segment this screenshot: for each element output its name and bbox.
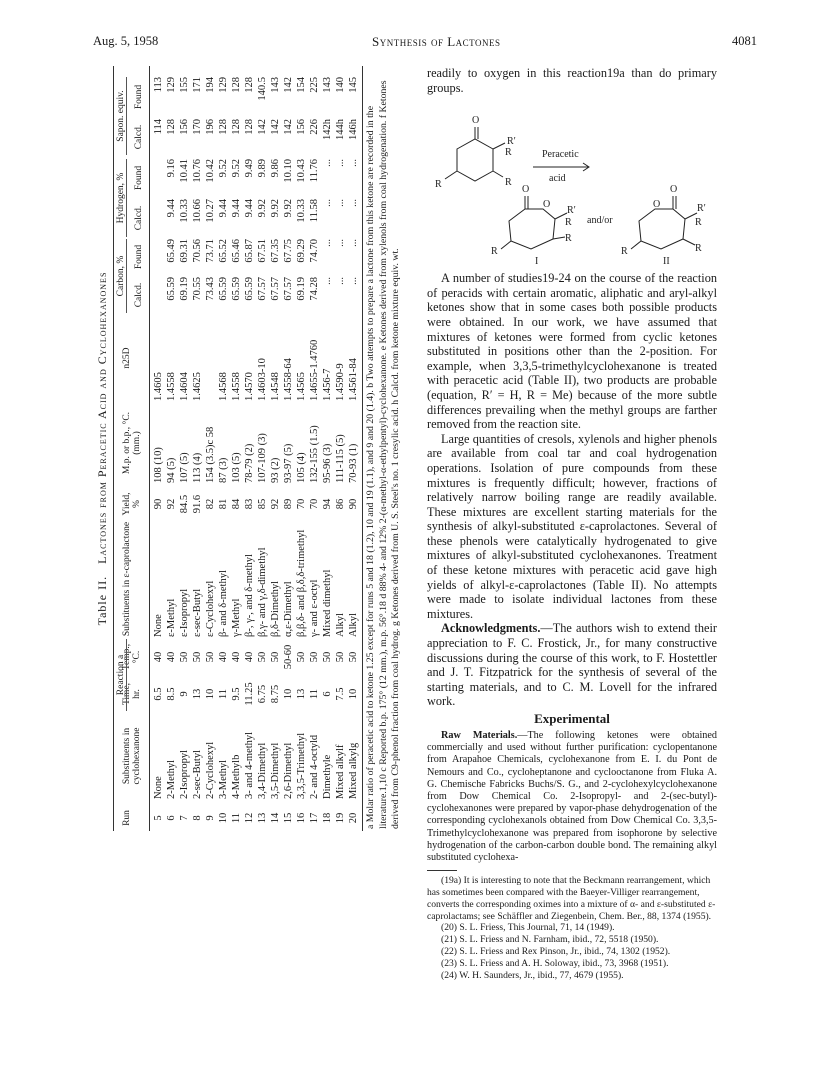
lactone1-r1: R [565,217,572,229]
table-cell: ... [348,159,359,167]
header-carbon-group: Carbon, % [116,239,127,313]
table-cell: 144h [335,119,346,140]
table-cell: 156 [179,119,190,135]
table-cell: 65.52 [218,239,229,263]
table-cell: 1.4570 [244,372,255,401]
reference-item: (24) W. H. Saunders, Jr., ibid., 77, 4679 (1955). [441,969,624,981]
table-cell: 73.71 [205,239,216,263]
table-cell: 7.5 [335,687,346,701]
table-cell: Mixed dimethyl [322,569,333,637]
table-cell: 50 [270,651,281,663]
table-cell: ε-Methyl [166,598,177,637]
table-cell: 114 [153,119,164,135]
table-cell: 140 [335,77,346,93]
table-cell: 90 [153,498,164,510]
table-cell: 92 [270,498,281,510]
table-cell: 40 [231,651,242,663]
table-cell: 1.4590-9 [335,363,346,401]
table-cell: 9.52 [231,159,242,178]
table-cell: 103 (5) [231,452,242,483]
header-yield-5: Yield, % [122,492,142,516]
header-time-2: Time, hr. [122,682,142,706]
table-cell: 9.44 [166,199,177,218]
table-cell: 50 [205,651,216,663]
table-cell: 1.4604 [179,372,190,401]
table-cell: 1.4561-84 [348,358,359,401]
table-top-rule [113,66,114,831]
table-cell: 10.33 [296,199,307,223]
table-cell: 2-Methyl [166,759,177,799]
raw-text: —The following ketones were obtained commercially and used without further purification: cyclopentanone from Arapahoe Chemicals, cyclohexanone from E. I. du Pont de Nemours and Co., cycloheptanone and cyclooctanone from Fluka A. G. Chemische Fabricks Buchs/S. G., and 2-cyclohexylcyclohexanone from Dow Chemical Co. 2-Isopropyl- and 2-(sec-butyl)-cyclohexanones were prepared by vapor-phase dehydrogenation of the corresponding cyclohexanols obtained from Dow Chemical Co. 3,3,5-Trimethylcyclohexanone was prepared from isophorone by selective hydrogenation of the carbon-carbon double bond. The remaining alkyl substituted cyclohexa- [427,730,717,864]
table-cell: β- and δ-methyl [218,570,229,637]
table-cell: 10.76 [192,159,203,183]
table-cell: 11.25 [244,682,255,706]
table-cell: β,γ- and γ,δ-dimethyl [257,547,268,637]
header-run-0: Run [122,810,132,826]
ack-text: —The authors wish to extend their appreciation to F. C. Frostick, Jr., for many constructive discussions during the course of this work, to F. Hostettler and J. T. Fitzpatrick for the synthesis of several of the starting materials, and to C. M. Lovell for the infrared work. [427,621,717,709]
paragraph-studies: A number of studies19-24 on the course of the reaction of peracids with certain aromatic, aliphatic and aryl-alkyl ketones show that in some cases both possible products were obtained. In our work, we have assumed that mixtures of ketones were formed from cyclic ketones substituted in positions other than the 2-position. For example, when 3,3,5-trimethylcyclohexanone is treated with peracetic acid (Table II), two products are probable (equation, R′ = H, R = Me) because of the more subtle differences prevailing when the methyl groups are farther removed from the reaction site. [427,271,717,432]
table-cell: ... [322,199,333,207]
table-cell: Mixed alkylg [348,742,359,799]
table-cell: 40 [218,651,229,663]
table-cell: None [153,614,164,637]
table-cell: 67.35 [270,239,281,263]
table-cell: 9.44 [218,199,229,218]
table-cell: 128 [166,119,177,135]
lactone2-r3: R [621,246,628,258]
reaction-scheme [427,99,717,267]
table-cell: 85 [257,498,268,510]
table-cell: 84 [231,498,242,510]
lactone1-r2: R [565,233,572,245]
table-cell: 2-sec-Butyl [192,750,203,799]
lactone-table [91,66,416,831]
ketone-oxygen: O [472,115,480,127]
table-cell: ε-sec-Butyl [192,588,203,637]
table-cell: 92 [166,498,177,510]
table-cell: 10.66 [192,199,203,223]
table-cell: 143 [270,77,281,93]
table-cell: 154 (3.5)c 58 [205,426,216,483]
table-cell: 9.52 [218,159,229,178]
table-cell: 50 [192,651,203,663]
table-cell: 9.92 [283,199,294,218]
table-cell: 65.59 [231,277,242,301]
paragraph-acknowledgments [427,621,717,709]
table-cell: 1.4558 [166,372,177,401]
table-cell: 40 [153,651,164,663]
table-cell: 1.4558 [231,372,242,401]
table-cell: 128 [244,119,255,135]
table-cell: 5 [153,815,164,821]
footnote-19a: (19a) It is interesting to note that the Beckmann rearrangement, which has sometimes been compared with the Baeyer-Villiger rearrangement, converts the corresponding oximes into a mixture of α- and ε-substituted ε-caprolactams; see Schäffler and Ziegenbein, Chem. Ber., 88, 1374 (1955). [427,875,716,922]
table-cell: 9.16 [166,159,177,178]
table-cell: 50 [296,651,307,663]
table-cell: 17 [309,812,320,824]
table-cell: 65.59 [218,277,229,301]
table-cell: 3- and 4-methyl [244,731,255,799]
raw-heading: Raw Materials. [441,730,518,741]
table-cell: 82 [205,498,216,510]
table-cell: 140.5 [257,77,268,101]
table-region [91,66,416,831]
table-cell: 9.86 [270,159,281,178]
table-cell: 9.92 [257,199,268,218]
reference-item: (21) S. L. Friess and N. Farnham, ibid., 72, 5518 (1950). [441,934,659,946]
table-cell: ... [322,159,333,167]
table-cell: 83 [244,498,255,510]
table-cell: 13 [296,688,307,700]
table-cell: 4-Methylb [231,754,242,799]
table-cell: 11 [231,812,242,824]
table-cell: 128 [231,119,242,135]
table-cell: 142 [283,77,294,93]
table-cell: 10 [283,688,294,700]
table-cell: 70-93 (1) [348,443,359,483]
page-date: Aug. 5, 1958 [93,34,159,48]
and-or-text: and/or [587,215,613,227]
table-cell: 154 [296,77,307,93]
table-header-rule [149,66,150,831]
table-cell: 9 [179,691,190,697]
footnote-rule [427,870,457,871]
ack-heading: Acknowledgments. [441,621,541,636]
table-cell: β,δ-Dimethyl [270,580,281,637]
table-cell: 67.57 [270,277,281,301]
table-cell: 1.4568 [218,372,229,401]
table-cell: 78-79 (2) [244,443,255,483]
table-cell: 1.4565 [296,372,307,401]
header-found-11: Found [134,165,144,191]
table-cell: ... [348,277,359,285]
table-cell: 11.76 [309,159,320,183]
lactone2-carbonyl-o: O [670,184,678,196]
table-cell: 9 [205,815,216,821]
header-calcd-12: Calcd. [134,124,144,150]
table-cell: 142h [322,119,333,140]
table-cell: 91.6 [192,494,203,514]
table-cell: 226 [309,119,320,135]
table-cell: 8 [192,815,203,821]
table-cell: Mixed alkylf [335,744,346,799]
table-cell: 107 (5) [179,452,190,483]
table-cell: 9.44 [231,199,242,218]
table-cell: 1.4605 [153,372,164,401]
table-cell: 108 (10) [153,447,164,483]
lactone2-r2: R [695,243,702,255]
table-cell: 1.4558-64 [283,358,294,401]
table-cell: 50 [335,651,346,663]
table-cell: 65.59 [244,277,255,301]
table-cell: 2-Isopropyl [179,750,190,799]
table-cell: Alkyl [335,613,346,637]
table-cell: 128 [244,77,255,93]
reagent-bottom: acid [549,173,566,185]
lactone1-r3: R [491,246,498,258]
table-cell: 50-60 [283,644,294,670]
header-calcd-10: Calcd. [134,205,144,231]
table-cell: 10 [218,812,229,824]
table-cell: 67.57 [283,277,294,301]
header-hydrogen-group: Hydrogen, % [116,159,127,237]
table-cell: 3-Methyl [218,759,229,799]
paragraph-phenols: Large quantities of cresols, xylenols and higher phenols are available from coal tar and coal hydrogenation operations. Isolation of pure compounds from these mixtures is frequently difficult; however, fractions of relatively narrow boiling range are readily available. These mixtures are excellent starting materials for the synthesis of alkyl-substituted ε-caprolactones. Several of these phenols were catalytically hydrogenated to give mixtures of alkyl-substituted cyclohexanones. Treatment of these ketone mixtures with peracetic acid gave high yields of alkyl-ε-caprolactones (Table II). No attempts were made to isolate individual lactones from these mixtures. [427,431,717,621]
table-cell: 2-Cyclohexyl [205,741,216,799]
table-cell: 142 [270,119,281,135]
lactone1-ring-o: O [543,199,551,211]
table-cell: 87 (3) [218,457,229,483]
table-cell: 50 [257,651,268,663]
table-cell: 105 (4) [296,452,307,483]
table-cell: 9.44 [244,199,255,218]
table-cell: 13 [257,812,268,824]
table-cell: 113 (4) [192,452,203,483]
table-cell: 69.19 [179,277,190,301]
table-cell: 8.75 [270,684,281,704]
table-cell: 196 [205,119,216,135]
table-cell: 171 [192,77,203,93]
table-caption: Lactones from Peracetic Acid and Cyclohexanones [95,271,109,564]
table-cell: 50 [179,651,190,663]
table-cell: 69.29 [296,239,307,263]
table-cell: 65.46 [231,239,242,263]
table-cell: 18 [322,812,333,824]
table-cell: 94 [322,498,333,510]
right-column [427,66,717,981]
table-cell: 8.5 [166,687,177,701]
ketone-r3: R [435,179,442,191]
ketone-r2: R [505,177,512,189]
table-cell: 155 [179,77,190,93]
table-cell: 84.5 [179,494,190,514]
table-cell: 6.75 [257,684,268,704]
table-cell: ... [335,159,346,167]
table-cell: 3,4-Dimethyl [257,742,268,799]
table-cell: 194 [205,77,216,93]
table-cell: ... [348,199,359,207]
header-found-9: Found [134,244,144,270]
reagent-top: Peracetic [542,149,579,161]
table-cell: 86 [335,498,346,510]
table-cell: 1.4603-10 [257,358,268,401]
header-mp-6: M.p. or b.p., °C. (mm.) [122,411,142,475]
table-cell: 50 [322,651,333,663]
table-cell: 10 [205,688,216,700]
table-cell: 19 [335,812,346,824]
header-reaction-group: Reaction a [116,639,127,711]
table-cell: 40 [166,651,177,663]
table-cell: 67.75 [283,239,294,263]
table-cell: None [153,776,164,799]
table-cell: 225 [309,77,320,93]
table-cell: 145 [348,77,359,93]
label-II: II [663,256,670,268]
table-cell: 2- and 4-octyld [309,734,320,799]
table-cell: 170 [192,119,203,135]
table-cell: 6.5 [153,687,164,701]
table-cell: 12 [244,812,255,824]
table-cell: 9.5 [231,687,242,701]
table-cell: 20 [348,812,359,824]
table-cell: γ- and ε-octyl [309,579,320,637]
table-cell: 142 [257,119,268,135]
table-cell: 70 [309,498,320,510]
table-cell: 3,5-Dimethyl [270,742,281,799]
table-cell: 65.49 [166,239,177,263]
table-cell: 94 (5) [166,457,177,483]
table-cell: 107-109 (3) [257,433,268,483]
table-cell: ε-Cyclohexyl [205,580,216,637]
table-footnote: a Molar ratio of peracetic acid to ketone 1.25 except for runs 5 and 18 (1.2), 10 and 19 (1.1), and 9 and 20 (1.4). b Two attempts to prepare a lactone from this ketone are recorded in the literature.1,10 c Reported b.p. 175° (12 mm.), m.p. 56°.18 d 88% 4- and 12% 2-(α-methyl-α-ethylpentyl)-cyclohexanone. e Ketones derived from xylenols from coal hydrogenation. f Ketones derived from C9-phenol fraction from coal hydrog. g Ketones derived from U. S. Steel's no. 1 cresylic acid. h Calcd. from ketone mixture equiv. wt. [365,80,401,829]
label-I: I [535,256,539,268]
table-cell: 9.92 [270,199,281,218]
table-cell: ... [322,277,333,285]
table-cell: 10.10 [283,159,294,183]
table-cell: 15 [283,812,294,824]
table-cell: 95-96 (3) [322,443,333,483]
table-cell: 10.27 [205,199,216,223]
table-cell: 81 [218,498,229,510]
table-cell: ... [322,239,333,247]
table-cell: 93-97 (5) [283,443,294,483]
table-cell: 13 [192,688,203,700]
table-cell: 129 [166,77,177,93]
table-cell: 74.28 [309,277,320,301]
table-cell: 40 [244,651,255,663]
table-cell: 2,6-Dimethyl [283,742,294,799]
table-cell: 3,3,5-Trimethyl [296,732,307,799]
table-cell: 74.70 [309,239,320,263]
table-cell: β-, γ-, and δ-methyl [244,554,255,637]
table-cell: 1.4625 [192,372,203,401]
table-cell: 129 [218,77,229,93]
lactone2-ring-o: O [653,199,661,211]
header-calcd-8: Calcd. [134,282,144,308]
table-cell: 50 [348,651,359,663]
table-cell: 10 [348,688,359,700]
reference-item: (22) S. L. Friess and Rex Pinson, Jr., ibid., 74, 1302 (1952). [441,946,671,958]
table-cell: 50 [309,651,320,663]
table-cell: 1.456-7 [322,368,333,401]
table-cell: 11 [218,688,229,700]
table-cell: 69.19 [296,277,307,301]
header-substituents-ketone-1: Substituents in cyclohexanone [122,727,142,785]
table-cell: β,β,δ- and β,δ,δ-trimethyl [296,529,307,637]
table-cell: 111-115 (5) [335,434,346,483]
experimental-heading: Experimental [534,711,610,726]
table-cell: Alkyl [348,613,359,637]
table-cell: 156 [296,119,307,135]
table-cell: 10.33 [179,199,190,223]
table-cell: 6 [166,815,177,821]
table-cell: γ-Methyl [231,598,242,637]
table-cell: 65.87 [244,239,255,263]
lactone1-carbonyl-o: O [522,184,530,196]
table-cell: 146h [348,119,359,140]
table-cell: 10.43 [296,159,307,183]
table-cell: 67.51 [257,239,268,263]
running-title: Synthesis of Lactones [372,34,501,49]
table-cell: 16 [296,812,307,824]
table-cell: 128 [231,77,242,93]
table-cell: 93 (2) [270,457,281,483]
table-cell: 65.59 [166,277,177,301]
table-cell: 9.89 [257,159,268,178]
table-cell: ... [348,239,359,247]
table-bottom-rule [362,66,363,831]
ketone-r1: R [505,147,512,159]
table-cell: 14 [270,812,281,824]
table-cell: 9.49 [244,159,255,178]
lactone2-r1: R [695,217,702,229]
header-nd-7: n25D [122,347,132,369]
lactone1-rprime: R′ [567,205,576,217]
table-cell: 132-155 (1.5) [309,425,320,483]
header-found-13: Found [134,84,144,110]
table-cell: 73.43 [205,277,216,301]
header-temp-3: Temp., °C. [122,643,142,671]
table-cell: 89 [283,498,294,510]
table-label: Table II. [95,575,109,626]
table-cell: Dimethyle [322,754,333,799]
table-cell: 69.31 [179,239,190,263]
table-cell: 10.42 [205,159,216,183]
table-cell: 70.55 [192,277,203,301]
table-cell: 6 [322,691,333,697]
table-cell: 128 [218,119,229,135]
page-number: 4081 [732,34,757,48]
table-cell: 70 [296,498,307,510]
table-cell: ε-Isopropyl [179,588,190,637]
header-sapon-group: Sapon. equiv. [116,77,127,155]
table-cell: 1.4655-1.4760 [309,339,320,401]
lactone2-rprime: R′ [697,203,706,215]
table-cell: ... [335,277,346,285]
table-cell: 1.4548 [270,372,281,401]
table-cell: 143 [322,77,333,93]
table-cell: 10.41 [179,159,190,183]
table-title [95,66,110,831]
table-cell: 113 [153,77,164,93]
ketone-rprime: R′ [507,136,516,148]
paragraph-raw-materials [427,730,717,864]
paragraph-continuation: readily to oxygen in this reaction19a than do primary groups. [427,66,717,95]
table-cell: ... [335,199,346,207]
table-cell: 67.57 [257,277,268,301]
table-cell: α,ε-Dimethyl [283,581,294,637]
table-cell: 70.56 [192,239,203,263]
reference-item: (20) S. L. Friess, This Journal, 71, 14 (1949). [441,922,615,934]
table-cell: 7 [179,815,190,821]
table-cell: 90 [348,498,359,510]
reference-item: (23) S. L. Friess and A. H. Soloway, ibid., 73, 3968 (1951). [441,957,669,969]
table-cell: 142 [283,119,294,135]
header-substituents-lactone-4: Substituents in ε-caprolactone [122,521,132,637]
table-cell: 11.58 [309,199,320,223]
table-cell: 11 [309,688,320,700]
table-cell: ... [335,239,346,247]
reference-list [427,922,717,981]
